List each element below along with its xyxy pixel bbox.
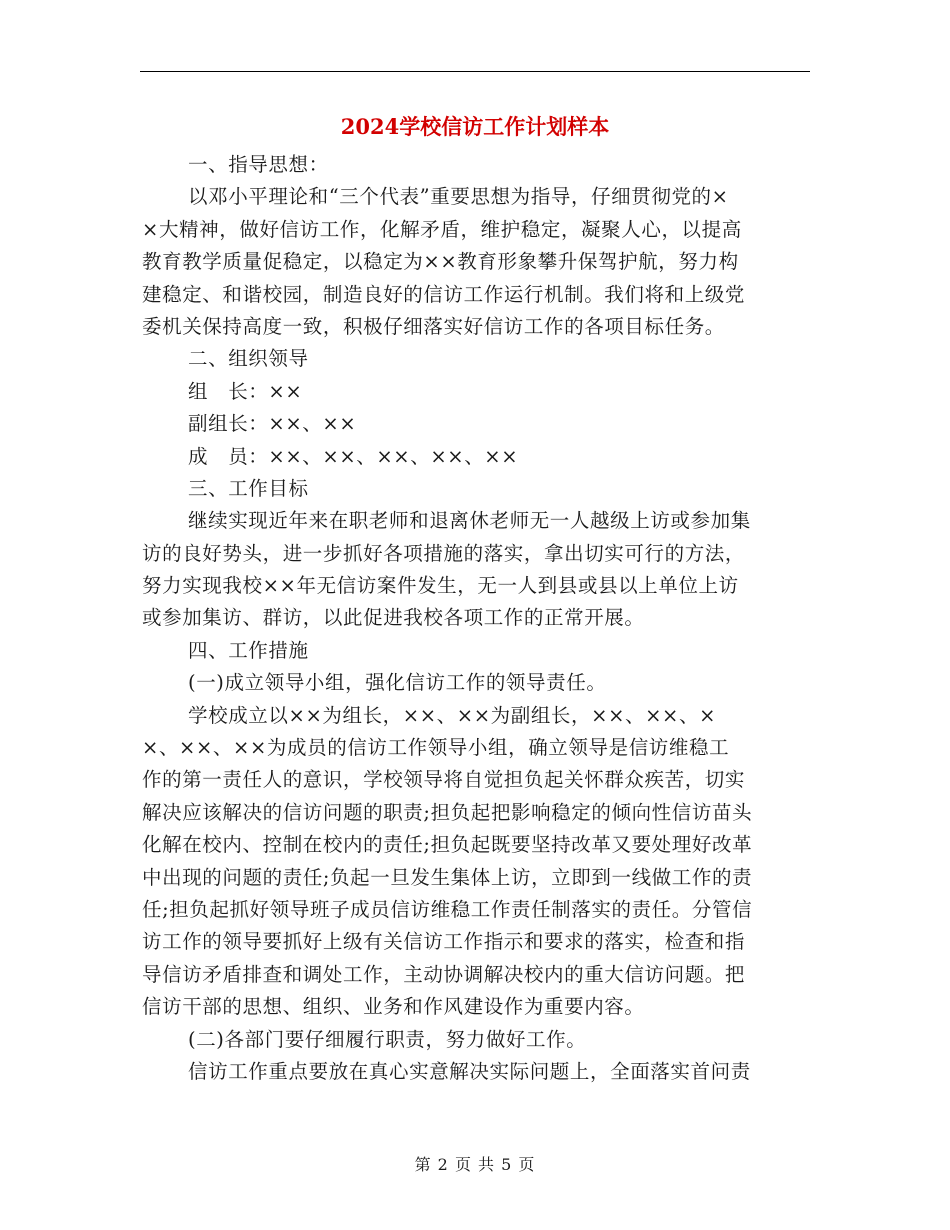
text-line: 以邓小平理论和“三个代表”重要思想为指导，仔细贯彻党的×: [188, 185, 729, 209]
text-line: 导信访矛盾排查和调处工作，主动协调解决校内的重大信访问题。把: [142, 962, 746, 986]
text-line: 一、指导思想：: [188, 153, 329, 176]
text-line: (一)成立领导小组，强化信访工作的领导责任。: [188, 671, 607, 695]
page-footer: 第 2 页 共 5 页: [414, 1155, 536, 1174]
text-line: 信访干部的思想、组织、业务和作风建设作为重要内容。: [142, 995, 645, 1019]
text-line: 委机关保持高度一致，积极仔细落实好信访工作的各项目标任务。: [142, 314, 725, 338]
text-line: 作的第一责任人的意识，学校领导将自觉担负起关怀群众疾苦，切实: [142, 768, 746, 792]
text-line: 化解在校内、控制在校内的责任;担负起既要坚持改革又要处理好改革: [142, 833, 753, 857]
text-line: 四、工作措施: [188, 638, 309, 662]
header-rule: [140, 71, 810, 72]
document-body: [142, 149, 810, 1088]
text-line: 三、工作目标: [188, 476, 309, 500]
text-line: 信访工作重点要放在真心实意解决实际问题上，全面落实首问责: [188, 1059, 751, 1083]
text-line: 访的良好势头，进一步抓好各项措施的落实，拿出切实可行的方法，: [142, 541, 746, 565]
text-line: 二、组织领导: [188, 347, 309, 371]
text-line: 中出现的问题的责任;负起一旦发生集体上访，立即到一线做工作的责: [142, 865, 753, 889]
text-line: (二)各部门要仔细履行职责，努力做好工作。: [188, 1027, 587, 1051]
text-line: 访工作的领导要抓好上级有关信访工作指示和要求的落实，检查和指: [142, 930, 746, 954]
text-line: 或参加集访、群访，以此促进我校各项工作的正常开展。: [142, 606, 645, 630]
text-line: 解决应该解决的信访问题的职责;担负起把影响稳定的倾向性信访苗头: [142, 800, 753, 824]
text-line: 努力实现我校××年无信访案件发生，无一人到县或县以上单位上访: [142, 574, 739, 598]
text-line: 教育教学质量促稳定，以稳定为××教育形象攀升保驾护航，努力构: [142, 250, 739, 274]
text-line: ×、××、××为成员的信访工作领导小组，确立领导是信访维稳工: [142, 736, 730, 760]
text-line: 建稳定、和谐校园，制造良好的信访工作运行机制。我们将和上级党: [142, 282, 746, 306]
text-line: 继续实现近年来在职老师和退离休老师无一人越级上访或参加集: [188, 509, 751, 533]
text-line: 组 长：××: [188, 379, 303, 403]
text-line: 学校成立以××为组长，××、××为副组长，××、××、×: [188, 703, 717, 727]
text-line: 任;担负起抓好领导班子成员信访维稳工作责任制落实的责任。分管信: [142, 897, 753, 921]
text-line: ×大精神，做好信访工作，化解矛盾，维护稳定，凝聚人心，以提高: [142, 217, 742, 241]
text-line: 成 员：××、××、××、××、××: [188, 444, 519, 468]
text-line: 副组长：××、××: [188, 412, 357, 436]
document-title: 2024学校信访工作计划样本: [340, 114, 610, 139]
